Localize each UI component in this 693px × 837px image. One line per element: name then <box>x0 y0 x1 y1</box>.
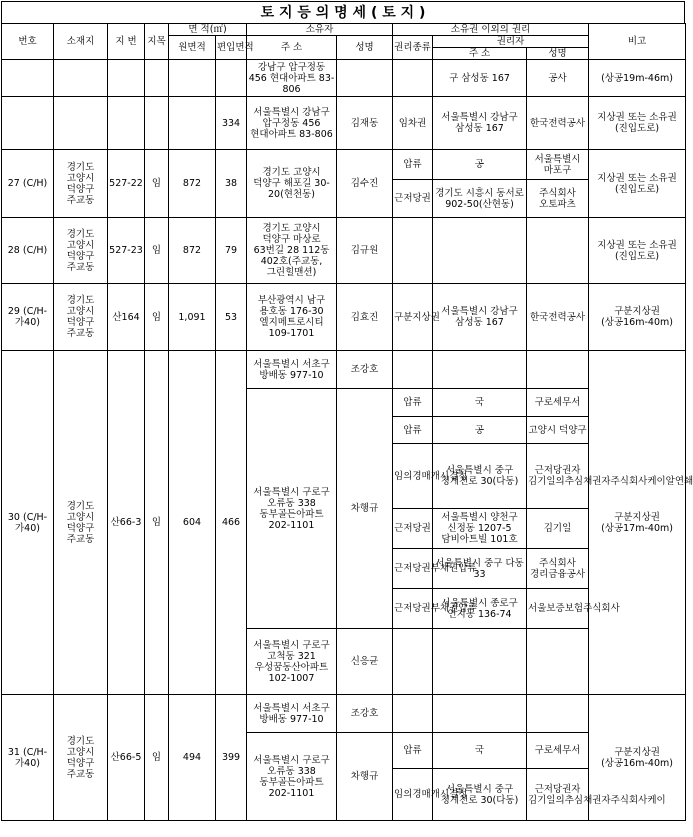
parcel-lot: 527-22 <box>108 150 145 218</box>
right-type: 압류 <box>393 733 433 769</box>
header-holder-group: 권리자 <box>433 36 589 48</box>
right-type: 압류 <box>393 389 433 417</box>
right-type: 임의경매개시결정 <box>393 444 433 509</box>
owner-address: 강남구 압구정동 456 현대아파트 83-806 <box>247 60 337 97</box>
owner-address: 서울특별시 구로구 고척동 321 우성꿈동산아파트 102-1007 <box>247 629 337 695</box>
header-no: 번호 <box>2 24 54 60</box>
holder-address: 서울특별시 강남구 삼성동 167 <box>433 284 527 351</box>
holder-address: 경기도 시흥시 동서로 902-50(산현동) <box>433 180 527 218</box>
original-area: 872 <box>169 218 216 284</box>
owner-name: 조강호 <box>337 695 393 733</box>
header-category: 지목 <box>145 24 169 60</box>
land-details-document <box>1 1 693 836</box>
header-rights-group: 소유권 이외의 권리 <box>393 24 589 36</box>
parcel-no: 31 (C/H-가40) <box>2 695 54 821</box>
header-owner-name: 성명 <box>337 36 393 60</box>
owner-address: 경기도 고양시 덕양구 해포길 30-20(현천동) <box>247 150 337 218</box>
owner-name: 김규원 <box>337 218 393 284</box>
owner-name: 김수진 <box>337 150 393 218</box>
parcel-no: 29 (C/H-가40) <box>2 284 54 351</box>
right-type: 근저당권 <box>393 509 433 549</box>
holder-name: 공사 <box>527 60 589 97</box>
table-row <box>2 60 686 97</box>
parcel-no: 30 (C/H-가40) <box>2 351 54 695</box>
incorporated-area: 334 <box>216 97 247 150</box>
header-incorporated-area: 편입면적 <box>216 36 247 60</box>
holder-name: 근저당권자 김기일의추심채권자주식회사케이 <box>527 769 589 821</box>
remarks: (상공19m-46m) <box>589 60 686 97</box>
holder-name: 구로세무서 <box>527 389 589 417</box>
owner-address: 서울특별시 서초구 방배동 977-10 <box>247 695 337 733</box>
holder-name: 김기일 <box>527 509 589 549</box>
owner-name: 신응균 <box>337 629 393 695</box>
parcel-lot: 527-23 <box>108 218 145 284</box>
holder-name: 고양시 덕양구 <box>527 417 589 444</box>
holder-name: 근저당권자 김기일의추심채권자주식회사케이알연쇄 <box>527 444 589 509</box>
header-location: 소재지 <box>54 24 108 60</box>
header-right-type: 권리종류 <box>393 36 433 60</box>
parcel-location: 경기도 고양시 덕양구 주교동 <box>54 150 108 218</box>
holder-name: 한국전력공사 <box>527 284 589 351</box>
incorporated-area: 53 <box>216 284 247 351</box>
holder-address: 국 <box>433 389 527 417</box>
owner-address: 서울특별시 서초구 방배동 977-10 <box>247 351 337 389</box>
owner-name: 조강호 <box>337 351 393 389</box>
parcel-location: 경기도 고양시 덕양구 주교동 <box>54 284 108 351</box>
holder-address: 서울특별시 양천구 신정동 1207-5 담비아트빌 101호 <box>433 509 527 549</box>
right-type: 임차권 <box>393 97 433 150</box>
holder-name: 한국전력공사 <box>527 97 589 150</box>
header-owner-group: 소유자 <box>247 24 393 36</box>
parcel-location: 경기도 고양시 덕양구 주교동 <box>54 695 108 821</box>
remarks: 구분지상권 (상공16m-40m) <box>589 695 686 821</box>
holder-address: 공 <box>433 150 527 180</box>
holder-name: 서울보증보험주식회사 <box>527 589 589 629</box>
holder-address: 서울특별시 중구 다동 33 <box>433 549 527 589</box>
parcel-lot: 산66-3 <box>108 351 145 695</box>
holder-name: 구로세무서 <box>527 733 589 769</box>
holder-name: 주식회사 경리금융공사 <box>527 549 589 589</box>
parcel-location: 경기도 고양시 덕양구 주교동 <box>54 351 108 695</box>
table-row <box>2 284 686 351</box>
parcel-no: 28 (C/H) <box>2 218 54 284</box>
remarks: 지상권 또는 소유권 (진입도로) <box>589 150 686 218</box>
header-holder-name: 성명 <box>527 48 589 60</box>
incorporated-area: 399 <box>216 695 247 821</box>
header-original-area: 원면적 <box>169 36 216 60</box>
holder-name: 주식회사 오토파츠 <box>527 180 589 218</box>
header-area-group: 면 적(㎡) <box>169 24 247 36</box>
incorporated-area: 79 <box>216 218 247 284</box>
incorporated-area: 38 <box>216 150 247 218</box>
parcel-category: 임 <box>145 695 169 821</box>
original-area: 872 <box>169 150 216 218</box>
parcel-category: 임 <box>145 218 169 284</box>
parcel-category: 임 <box>145 284 169 351</box>
owner-address: 서울특별시 강남구 압구정동 456 현대아파트 83-806 <box>247 97 337 150</box>
original-area: 604 <box>169 351 216 695</box>
remarks: 지상권 또는 소유권 (진입도로) <box>589 97 686 150</box>
right-type: 근저당권부채권압류 <box>393 589 433 629</box>
parcel-lot: 산66-5 <box>108 695 145 821</box>
right-type: 근저당권부채권압류 <box>393 549 433 589</box>
table-row <box>2 97 686 150</box>
header-holder-address: 주 소 <box>433 48 527 60</box>
owner-address: 경기도 고양시 덕양구 마상로 63번길 28 112동 402호(주교동,그린힐맨션) <box>247 218 337 284</box>
right-type: 임의경매개시결정 <box>393 769 433 821</box>
header-owner-address: 주 소 <box>247 36 337 60</box>
holder-address: 서울특별시 중구 청계천로 30(다동) <box>433 769 527 821</box>
remarks: 지상권 또는 소유권 (진입도로) <box>589 218 686 284</box>
owner-address: 서울특별시 구로구 오류동 338 동부골든아파트 202-1101 <box>247 733 337 821</box>
holder-address: 서울특별시 강남구 삼성동 167 <box>433 97 527 150</box>
owner-name: 김재동 <box>337 97 393 150</box>
incorporated-area: 466 <box>216 351 247 695</box>
parcel-no: 27 (C/H) <box>2 150 54 218</box>
holder-address: 구 삼성동 167 <box>433 60 527 97</box>
right-type: 구분지상권 <box>393 284 433 351</box>
table-row <box>2 695 686 733</box>
right-type: 근저당권 <box>393 180 433 218</box>
header-remarks: 비고 <box>589 24 686 60</box>
table-row <box>2 351 686 389</box>
holder-address: 서울특별시 중구 청계천로 30(다동) <box>433 444 527 509</box>
parcel-category: 임 <box>145 150 169 218</box>
owner-name: 김효진 <box>337 284 393 351</box>
parcel-location: 경기도 고양시 덕양구 주교동 <box>54 218 108 284</box>
table-row <box>2 150 686 180</box>
original-area: 494 <box>169 695 216 821</box>
remarks: 구분지상권 (상공17m-40m) <box>589 351 686 695</box>
holder-name: 서울특별시 마포구 <box>527 150 589 180</box>
owner-address: 서울특별시 구로구 오류동 338 동부골든아파트 202-1101 <box>247 389 337 629</box>
owner-address: 부산광역시 남구 용호동 176-30 엘지메트로시티 109-1701 <box>247 284 337 351</box>
original-area: 1,091 <box>169 284 216 351</box>
holder-address: 공 <box>433 417 527 444</box>
owner-name: 차행규 <box>337 733 393 821</box>
right-type: 압류 <box>393 150 433 180</box>
right-type: 압류 <box>393 417 433 444</box>
holder-address: 국 <box>433 733 527 769</box>
document-title: 토 지 등 의 명 세 ( 토 지 ) <box>1 1 685 23</box>
table-row <box>2 218 686 284</box>
parcel-lot: 산164 <box>108 284 145 351</box>
remarks: 구분지상권 (상공16m-40m) <box>589 284 686 351</box>
owner-name: 차행규 <box>337 389 393 629</box>
parcel-category: 임 <box>145 351 169 695</box>
header-lot: 지 번 <box>108 24 145 60</box>
land-details-table <box>1 23 693 821</box>
holder-address: 서울특별시 종로구 연지동 136-74 <box>433 589 527 629</box>
